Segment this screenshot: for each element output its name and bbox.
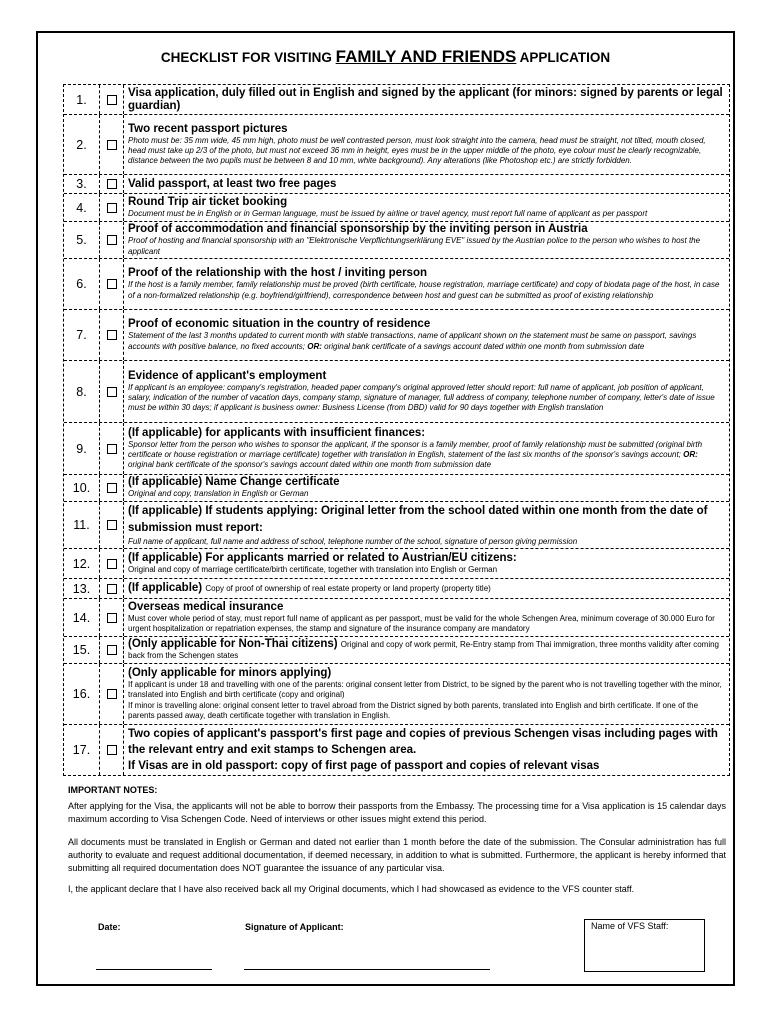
checkbox-square[interactable]: [107, 559, 117, 569]
item-checkbox[interactable]: [100, 222, 124, 258]
item-checkbox[interactable]: [100, 725, 124, 775]
title-main: FAMILY AND FRIENDS: [335, 47, 517, 66]
item-description: If applicant is an employee: company's registration, headed paper company's original approved letter should report: full name of applicant, job position of applicant, salary, indication of the number of vacation days, company stamp, signature of manager, full address of company, telephone number of company, letter's date of issue must be within 30 days; if applicant is business owner: Business License (from DBD) valid for 90 days together with English translation: [128, 382, 715, 413]
item-checkbox[interactable]: [100, 259, 124, 309]
item-title: (If applicable) For applicants married or related to Austrian/EU citizens:: [128, 551, 517, 564]
checklist-row: [64, 310, 729, 361]
item-number: 3.: [64, 175, 100, 193]
item-checkbox[interactable]: [100, 549, 124, 578]
item-description: If applicant is under 18 and travelling with one of the parents: original consent letter from District, to be signed by the parent who is not travelling together with the minor, translated into English and birth certificate (copy and original): [128, 679, 722, 700]
checklist-row: [64, 423, 729, 475]
item-description: [128, 331, 725, 352]
item-title: Visa application, duly filled out in English and signed by the applicant (for minors: signed by parents or legal guardian): [128, 86, 723, 112]
checkbox-square[interactable]: [107, 520, 117, 530]
item-number: 10.: [64, 475, 100, 501]
item-checkbox[interactable]: [100, 423, 124, 474]
item-checkbox[interactable]: [100, 115, 124, 174]
item-number: 4.: [64, 194, 100, 221]
checklist-row: [64, 502, 729, 549]
description-part: Sponsor letter from the person who wishes to sponsor the applicant, if the sponsor is a family member, proof of family relationship must be submitted (original birth certificate or house registration or marriage certificate) together with translation in English, statement of the last six months of the sponsor's savings account;: [128, 439, 703, 459]
item-number: 7.: [64, 310, 100, 360]
checklist-row: [64, 637, 729, 664]
checkbox-square[interactable]: [107, 179, 117, 189]
item-description: Full name of applicant, full name and address of school, telephone number of the school, signature of person giving permission: [128, 536, 578, 546]
item-description: Proof of hosting and financial sponsorship with an "Elektronische Verpflichtungserklärung EVE" issued by the Austrian police to the person who wishes to host the applicant: [128, 236, 701, 256]
description-part: original bank certificate of a savings account dated within one month from submission date: [324, 341, 645, 351]
item-checkbox[interactable]: [100, 637, 124, 663]
page-title: [38, 47, 733, 67]
or-label: OR:: [307, 341, 322, 351]
item-checkbox[interactable]: [100, 599, 124, 636]
checklist-row: [64, 222, 729, 259]
item-number: 2.: [64, 115, 100, 174]
checklist-page: [36, 31, 735, 986]
checklist-row: [64, 194, 729, 222]
item-number: 8.: [64, 361, 100, 422]
item-title: Proof of the relationship with the host / inviting person: [128, 267, 427, 280]
checklist-row: [64, 579, 729, 599]
checklist-row: [64, 361, 729, 423]
checkbox-square[interactable]: [107, 483, 117, 493]
item-description: Document must be in English or in German language, must be issued by airline or travel agency, must report full name of applicant as per passport: [128, 208, 648, 218]
item-title: Overseas medical insurance: [128, 600, 284, 613]
checkbox-square[interactable]: [107, 387, 117, 397]
checkbox-square[interactable]: [107, 140, 117, 150]
item-number: 14.: [64, 599, 100, 636]
item-checkbox[interactable]: [100, 85, 124, 114]
checklist-row: [64, 175, 729, 194]
item-checkbox[interactable]: [100, 175, 124, 193]
item-number: 13.: [64, 579, 100, 598]
item-description: If the host is a family member, family relationship must be proved (birth certificate, house registration, marriage certificate) and copy of biodata page of the host, in case of a non-formalized relationship (e.g. boyfriend/girlfriend), correspondence between host and guest can be submitted as proof of existing relationship: [128, 280, 720, 300]
item-checkbox[interactable]: [100, 664, 124, 724]
checkbox-square[interactable]: [107, 444, 117, 454]
item-checkbox[interactable]: [100, 194, 124, 221]
checkbox-square[interactable]: [107, 745, 117, 755]
item-title: Two copies of applicant's passport's first page and copies of previous Schengen visas including pages with the relevant entry and exit stamps to Schengen area.: [128, 728, 718, 756]
vfs-staff-label: Name of VFS Staff:: [591, 921, 669, 931]
item-number: 11.: [64, 502, 100, 548]
item-title: (If applicable) Name Change certificate: [128, 476, 340, 489]
or-label: OR:: [683, 449, 698, 459]
checkbox-square[interactable]: [107, 235, 117, 245]
checkbox-square[interactable]: [107, 689, 117, 699]
checklist-row: [64, 599, 729, 637]
item-title-secondary: If Visas are in old passport: copy of first page of passport and copies of relevant visas: [128, 760, 600, 772]
item-title: (If applicable) for applicants with insufficient finances:: [128, 426, 426, 439]
item-title: (Only applicable for minors applying): [128, 666, 332, 679]
checklist-row: [64, 475, 729, 502]
item-title: Round Trip air ticket booking: [128, 195, 288, 208]
description-part: original bank certificate of the sponsor's savings account dated within one month from submission date: [128, 460, 492, 470]
item-description: Must cover whole period of stay, must report full name of applicant as per passport, must be valid for the whole Schengen Area, minimum coverage of 30.000 Euro for urgent hospitalization or repatriation expenses, the stamp and signature of the insurance company are mandatory: [128, 613, 715, 633]
item-description: [128, 440, 725, 471]
checkbox-square[interactable]: [107, 613, 117, 623]
item-title: Proof of accommodation and financial sponsorship by the inviting person in Austria: [128, 223, 588, 236]
applicant-signature-label: Signature of Applicant:: [245, 922, 344, 932]
item-title-line: [128, 639, 725, 662]
checkbox-square[interactable]: [107, 330, 117, 340]
item-title: (If applicable) If students applying: Original letter from the school dated within one month from the date of submission must report:: [128, 504, 708, 534]
item-number: 15.: [64, 637, 100, 663]
checkbox-square[interactable]: [107, 95, 117, 105]
date-line[interactable]: [96, 969, 212, 970]
checklist-row: [64, 725, 729, 775]
item-description: If minor is travelling alone: original consent letter to travel abroad from the District signed by both parents, translated into English and birth certificate. If one of the parents passed away, death certificate together with translation in English.: [128, 700, 699, 720]
item-title: Two recent passport pictures: [128, 122, 288, 135]
item-title: Evidence of applicant's employment: [128, 369, 327, 382]
notes-paragraph: All documents must be translated in English or German and dated not earlier than 1 month before the date of the submission. The Consular administration has full authority to evaluate and request additional documentation, if deemed necessary, in addition to what is submitted. Furthermore, the applicant is hereby informed that submitting all required documentation does NOT guarantee the issuance of any particular visa.: [68, 837, 726, 873]
item-checkbox[interactable]: [100, 310, 124, 360]
checklist-row: [64, 259, 729, 310]
checklist-row: [64, 549, 729, 579]
checkbox-square[interactable]: [107, 645, 117, 655]
checklist-row: [64, 664, 729, 725]
item-title: Valid passport, at least two free pages: [128, 177, 337, 190]
item-number: 6.: [64, 259, 100, 309]
item-description: Original and copy, translation in English or German: [128, 489, 309, 499]
item-number: 16.: [64, 664, 100, 724]
item-checkbox[interactable]: [100, 579, 124, 598]
checklist-table: [63, 84, 730, 776]
item-number: 12.: [64, 549, 100, 578]
item-title: Proof of economic situation in the country of residence: [128, 318, 431, 331]
checklist-row: [64, 115, 729, 175]
date-label: Date:: [98, 922, 121, 932]
title-prefix: CHECKLIST FOR VISITING: [160, 50, 332, 65]
checkbox-square[interactable]: [107, 203, 117, 213]
item-description: Original and copy of work permit, Re-Entry stamp from Thai immigration, three months validity after coming back from the Schengen states: [128, 639, 719, 660]
item-checkbox[interactable]: [100, 475, 124, 501]
checkbox-square[interactable]: [107, 279, 117, 289]
item-number: 1.: [64, 85, 100, 114]
item-description: Copy of proof of ownership of real estate property or land property (property title): [205, 584, 491, 593]
checklist-row: [64, 85, 729, 115]
item-number: 9.: [64, 423, 100, 474]
applicant-signature-line[interactable]: [244, 969, 490, 970]
item-number: 5.: [64, 222, 100, 258]
item-title-line: [128, 582, 725, 595]
item-number: 17.: [64, 725, 100, 775]
item-description: Original and copy of marriage certificate/birth certificate, together with translation into English or German: [128, 564, 498, 574]
title-suffix: APPLICATION: [519, 50, 611, 65]
declaration-text: I, the applicant declare that I have also received back all my Original documents, which I had showcased as evidence to the VFS counter staff.: [68, 884, 635, 894]
item-checkbox[interactable]: [100, 502, 124, 548]
important-notes: [68, 784, 726, 896]
item-description: Photo must be: 35 mm wide, 45 mm high, photo must be well contrasted person, must look straight into the camera, head must be straight, not tilted, mouth closed, head must take up 2/3 of the photo, but must not exceed 36 mm in height, eyes must be in the upper middle of the photo, eye colour must be clearly recognizable, distance between the two pupils must be between 8 and 10 mm, white background). Any alterations (like Photoshop etc.) are strictly forbidden.: [128, 135, 706, 166]
notes-heading: IMPORTANT NOTES:: [68, 785, 158, 795]
vfs-staff-box[interactable]: [584, 919, 705, 972]
description-part: Statement of the last 3 months updated to current month with stable transactions, name of applicant shown on the statement must be same on passport, savings accounts with positive balance, no fixed accounts;: [128, 331, 697, 351]
checkbox-square[interactable]: [107, 584, 117, 594]
item-title: (Only applicable for Non-Thai citizens): [128, 637, 338, 650]
item-checkbox[interactable]: [100, 361, 124, 422]
notes-paragraph: After applying for the Visa, the applicants will not be able to borrow their passports from the Embassy. The processing time for a Visa application is 15 calendar days maximum according to Visa Schengen Code. Need of interviews or other issues might extend this period.: [68, 801, 726, 824]
item-title: (If applicable): [128, 582, 203, 594]
